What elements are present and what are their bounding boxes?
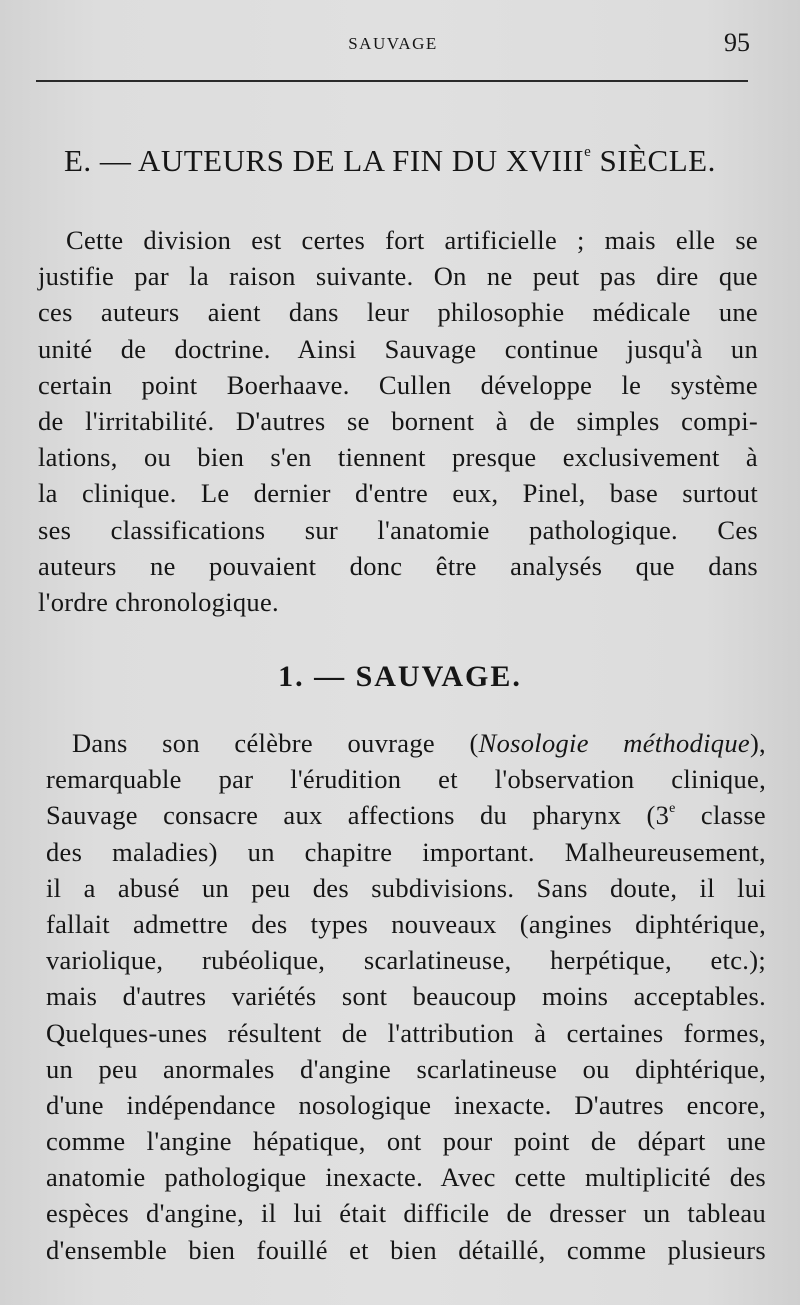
paragraph-line: comme l'angine hépatique, ont pour point de départ une <box>46 1126 766 1157</box>
paragraph-sauvage <box>46 725 766 1268</box>
paragraph-line: anatomie pathologique inexacte. Avec cette multiplicité des <box>46 1162 766 1193</box>
paragraph-line <box>46 725 766 761</box>
paragraph-line: Cette division est certes fort artificielle ; mais elle se <box>66 225 758 255</box>
paragraph-line: unité de doctrine. Ainsi Sauvage continue jusqu'à un <box>38 333 758 364</box>
paragraph-line: des maladies) un chapitre important. Malheureusement, <box>46 836 766 867</box>
subsection-heading: 1. — SAUVAGE. <box>278 660 522 693</box>
paragraph-line: ses classifications sur l'anatomie pathologique. Ces <box>38 514 758 545</box>
paragraph-line: d'une indépendance nosologique inexacte. D'autres encore, <box>46 1089 766 1120</box>
section-heading-end: SIÈCLE. <box>591 143 716 178</box>
paragraph-line: fallait admettre des types nouveaux (angines diphtérique, <box>46 908 766 939</box>
paragraph-line: justifie par la raison suivante. On ne peut pas dire que <box>38 261 758 292</box>
section-heading <box>64 143 716 179</box>
paragraph-line: de l'irritabilité. D'autres se bornent à de simples compi- <box>38 405 758 436</box>
paragraph-line: certain point Boerhaave. Cullen développe le système <box>38 369 758 400</box>
paragraph-line: espèces d'angine, il lui était difficile de dresser un tableau <box>46 1198 766 1229</box>
section-heading-superscript: e <box>584 144 592 160</box>
text-run: Sauvage consacre aux affections du pharynx (3 <box>46 800 670 831</box>
text-run: classe <box>675 800 766 831</box>
paragraph-line: remarquable par l'érudition et l'observation clinique, <box>46 764 766 795</box>
book-title-italic: Nosologie méthodique <box>478 728 750 758</box>
paragraph-line: ces auteurs aient dans leur philosophie médicale une <box>38 297 758 328</box>
superscript: e <box>669 801 676 817</box>
header-rule <box>36 80 748 82</box>
text-run: Dans son célèbre ouvrage ( <box>72 728 479 758</box>
paragraph-line: l'ordre chronologique. <box>38 586 279 617</box>
paragraph-line: lations, ou bien s'en tiennent presque exclusivement à <box>38 442 758 473</box>
page-number: 95 <box>724 28 750 57</box>
paragraph-line: la clinique. Le dernier d'entre eux, Pinel, base surtout <box>38 478 758 509</box>
paragraph-line: variolique, rubéolique, scarlatineuse, herpétique, etc.); <box>46 945 766 976</box>
paragraph-line: d'ensemble bien fouillé et bien détaillé, comme plusieurs <box>46 1234 766 1265</box>
running-title: SAUVAGE <box>348 34 438 53</box>
paragraph-line: un peu anormales d'angine scarlatineuse ou diphtérique, <box>46 1053 766 1084</box>
running-header <box>36 28 750 62</box>
paragraph-line: Quelques-unes résultent de l'attribution à certaines formes, <box>46 1017 766 1048</box>
paragraph-line <box>46 797 766 833</box>
paragraph-line: auteurs ne pouvaient donc être analysés que dans <box>38 550 758 581</box>
paragraph-intro <box>38 222 758 620</box>
paragraph-line: il a abusé un peu des subdivisions. Sans doute, il lui <box>46 872 766 903</box>
section-heading-main: E. — AUTEURS DE LA FIN DU XVIII <box>64 143 585 178</box>
paragraph-line: mais d'autres variétés sont beaucoup moins acceptables. <box>46 981 766 1012</box>
text-run: ), <box>749 728 766 758</box>
